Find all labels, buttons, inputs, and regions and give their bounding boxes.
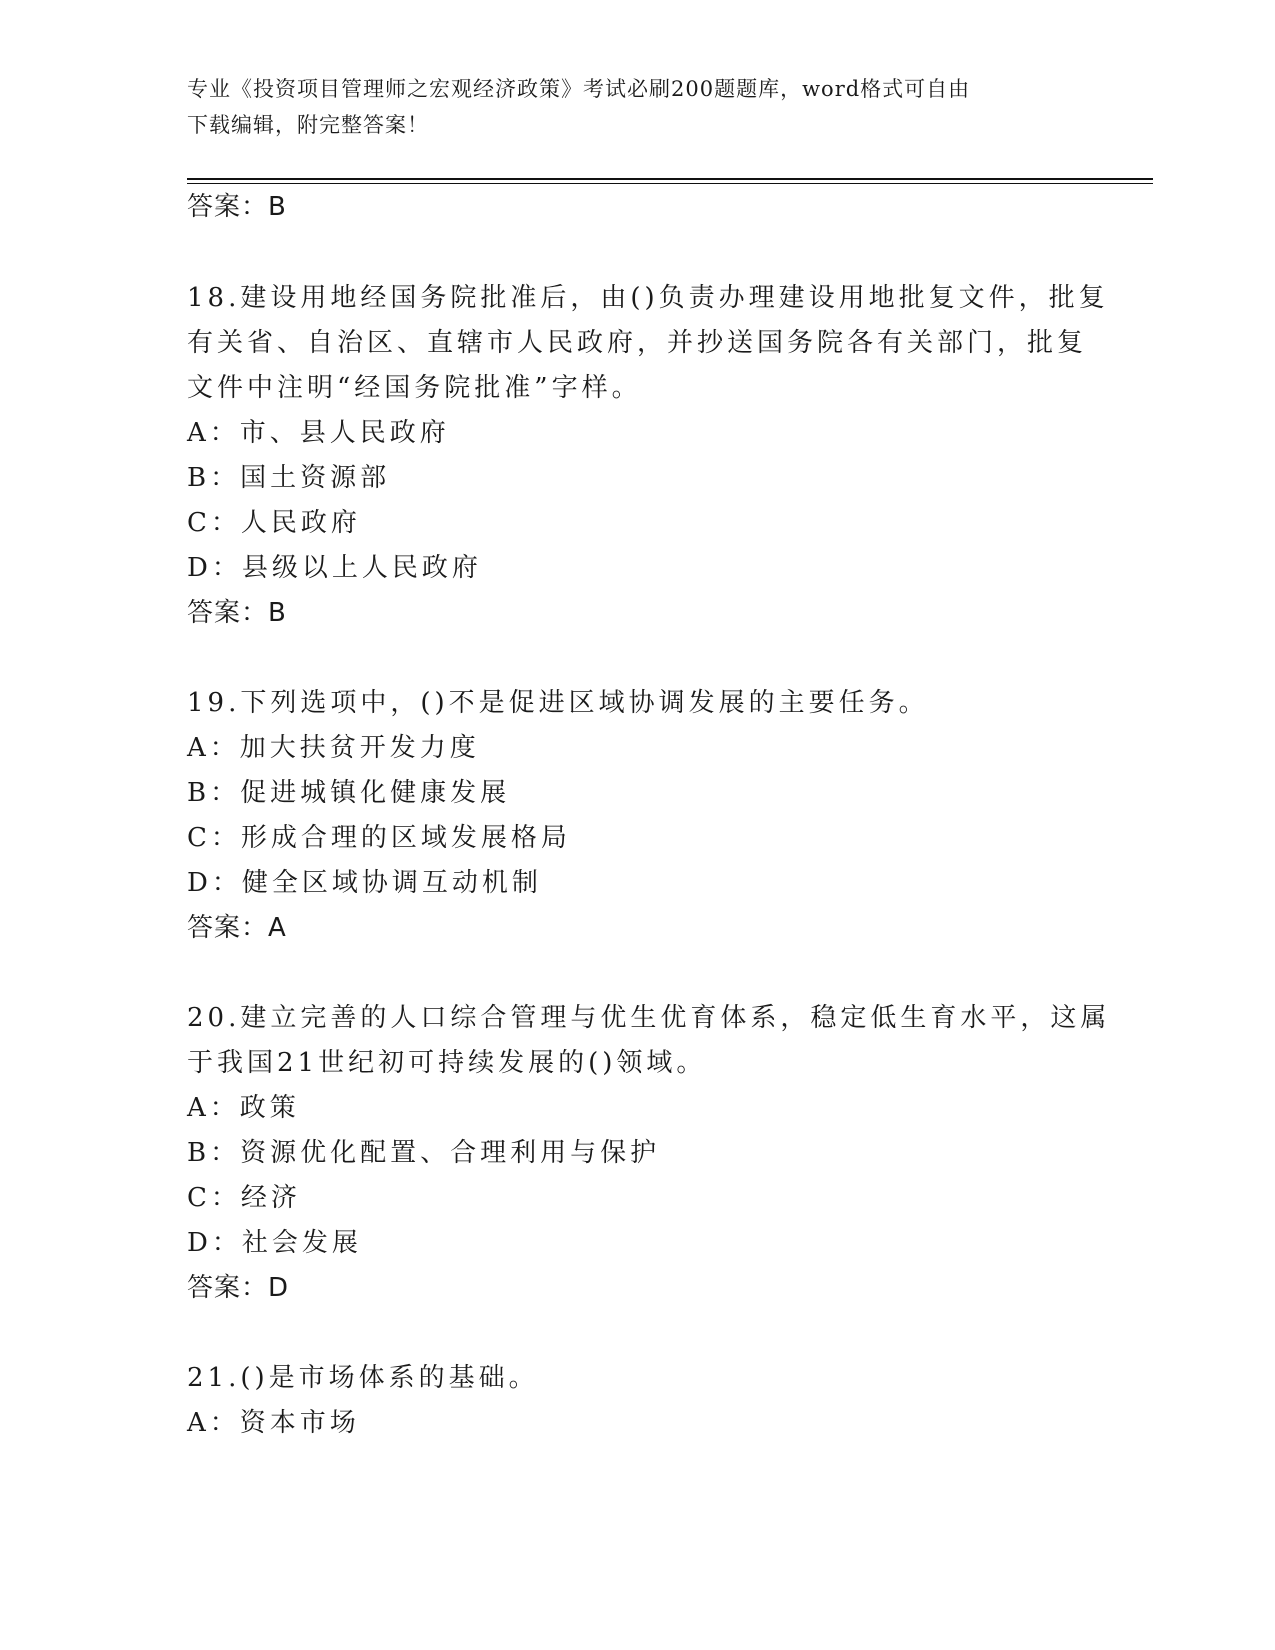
question-20-answer: 答案：D bbox=[187, 1273, 290, 1303]
question-18-stem-line: 文件中注明“经国务院批准”字样。 bbox=[187, 373, 642, 403]
question-18-stem-line: 18.建设用地经国务院批准后，由()负责办理建设用地批复文件，批复 bbox=[187, 283, 1109, 313]
question-20-stem-line: 于我国21世纪初可持续发展的()领域。 bbox=[187, 1048, 707, 1078]
question-18-option-b: B：国土资源部 bbox=[187, 463, 391, 493]
header-line-1: 专业《投资项目管理师之宏观经济政策》考试必刷200题题库，word格式可自由 bbox=[187, 77, 971, 101]
question-19-option-c: C：形成合理的区域发展格局 bbox=[187, 823, 571, 853]
question-20-option-a: A：政策 bbox=[187, 1093, 300, 1123]
question-19-option-a: A：加大扶贫开发力度 bbox=[187, 733, 480, 763]
header-line-2: 下载编辑，附完整答案！ bbox=[187, 113, 429, 137]
question-21-option-a: A：资本市场 bbox=[187, 1408, 360, 1438]
question-21-stem-line: 21.()是市场体系的基础。 bbox=[187, 1363, 539, 1393]
question-20-option-c: C：经济 bbox=[187, 1183, 301, 1213]
question-19-option-b: B：促进城镇化健康发展 bbox=[187, 778, 511, 808]
question-19-stem-line: 19.下列选项中，()不是促进区域协调发展的主要任务。 bbox=[187, 688, 929, 718]
question-19-option-d: D：健全区域协调互动机制 bbox=[187, 868, 542, 898]
answer-line: 答案：B bbox=[187, 192, 287, 222]
header-divider bbox=[187, 178, 1153, 180]
document-header bbox=[187, 71, 1067, 143]
question-18-option-c: C：人民政府 bbox=[187, 508, 361, 538]
question-18-option-d: D：县级以上人民政府 bbox=[187, 553, 482, 583]
question-20-stem-line: 20.建立完善的人口综合管理与优生优育体系，稳定低生育水平，这属 bbox=[187, 1003, 1111, 1033]
question-19-answer: 答案：A bbox=[187, 913, 287, 943]
header-divider-thin bbox=[187, 183, 1153, 184]
question-20-option-d: D：社会发展 bbox=[187, 1228, 362, 1258]
question-18-stem-line: 有关省、自治区、直辖市人民政府，并抄送国务院各有关部门，批复 bbox=[187, 328, 1088, 358]
question-20-option-b: B：资源优化配置、合理利用与保护 bbox=[187, 1138, 661, 1168]
question-18-option-a: A：市、县人民政府 bbox=[187, 418, 450, 448]
question-18-answer: 答案：B bbox=[187, 598, 287, 628]
